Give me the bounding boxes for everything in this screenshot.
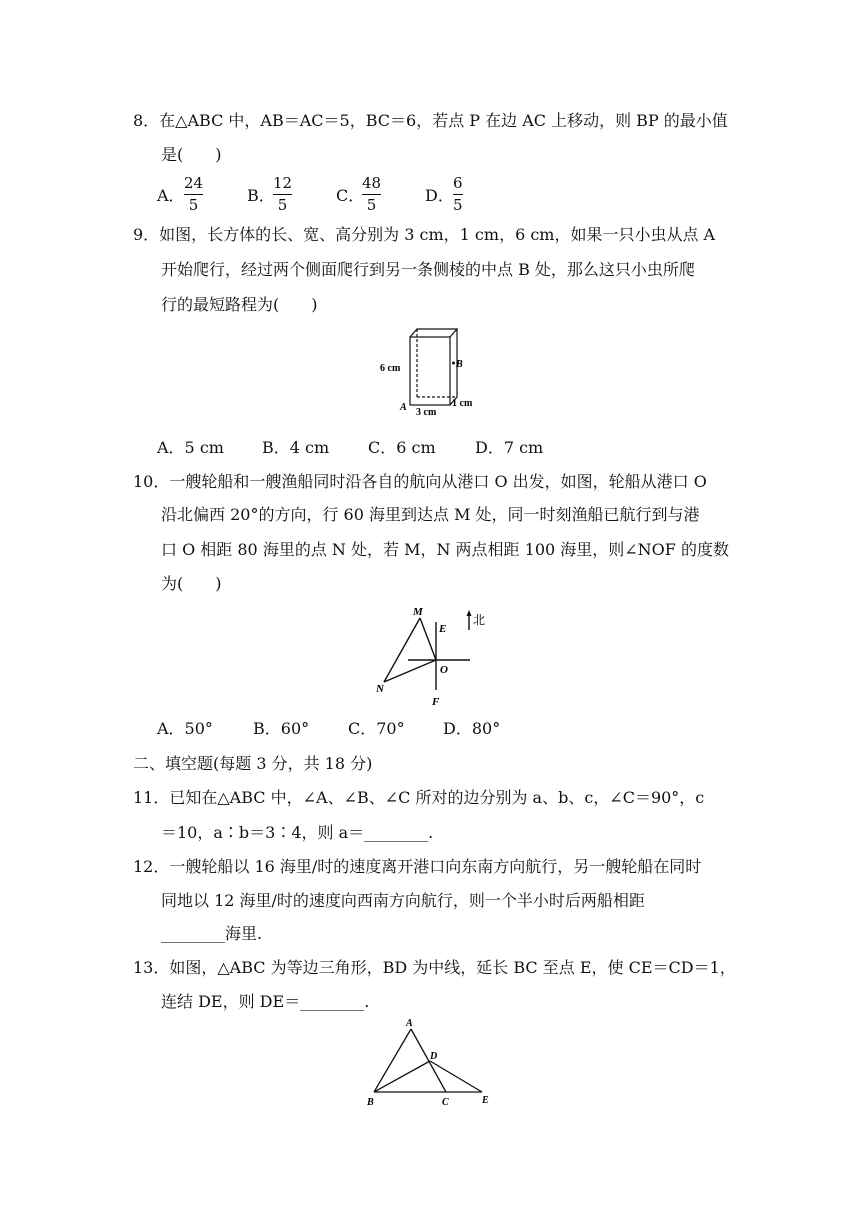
q13-triangle-figure [360,1014,500,1110]
q12-stem-line3: ________海里. [161,924,263,943]
q11-stem-line1: 11．已知在△ABC 中，∠A、∠B、∠C 所对的边分别为 a、b、c，∠C＝90°，c [133,788,705,807]
point-e-label: E [439,623,447,635]
segment-ac [411,1029,446,1092]
width-label: 1 cm [452,398,473,409]
point-c-label: C [442,1097,449,1108]
point-a-label: A [406,1018,413,1029]
segment-no [384,660,436,682]
q10-stem-line2: 沿北偏西 20°的方向，行 60 海里到达点 M 处，同一时刻渔船已航行到与港 [161,505,700,524]
q8-option-b-fraction [273,176,292,213]
point-o-label: O [440,664,448,676]
q10-navigation-figure [372,600,502,712]
q11-stem-line2: ＝10，a∶b＝3∶4，则 a＝________. [161,823,434,842]
q10-option-c: C．70° [348,719,405,738]
q8-option-c-letter: C． [336,186,365,205]
q8-option-b-letter: B． [247,186,275,205]
q9-stem-line2: 开始爬行，经过两个侧面爬行到另一条侧棱的中点 B 处，那么这只小虫所爬 [161,260,695,279]
section-heading: 二、填空题(每题 3 分，共 18 分) [133,754,373,773]
q8-option-a-denominator: 5 [188,196,199,214]
q8-stem-line1: 8．在△ABC 中，AB＝AC＝5，BC＝6，若点 P 在边 AC 上移动，则 BP 的最小值 [133,111,728,130]
point-b-marker [452,362,455,365]
q8-option-d-fraction [453,176,463,213]
q8-option-a-numerator: 24 [184,174,204,192]
point-n-label: N [376,683,384,695]
q9-stem-line1: 9．如图，长方体的长、宽、高分别为 3 cm，1 cm，6 cm，如果一只小虫从点 A [133,225,716,244]
q9-option-c: C．6 cm [368,438,436,457]
q10-option-b: B．60° [253,719,310,738]
q8-option-d-letter: D． [425,186,454,205]
q8-option-a-fraction [184,176,203,213]
q10-option-d: D．80° [443,719,501,738]
q12-stem-line1: 12．一艘轮船以 16 海里/时的速度离开港口向东南方向航行，另一艘轮船在同时 [133,857,702,876]
q10-option-a: A．50° [157,719,213,738]
point-m-label: M [413,606,423,618]
q8-stem-line2: 是( ) [161,145,222,164]
point-d-label: D [430,1051,438,1062]
q8-option-c-denominator: 5 [366,196,377,214]
height-label: 6 cm [380,363,401,374]
q9-stem-line3: 行的最短路程为( ) [161,295,318,314]
q9-option-a: A．5 cm [157,438,224,457]
q12-stem-line2: 同地以 12 海里/时的速度向西南方向航行，则一个半小时后两船相距 [161,891,645,910]
q9-option-b: B．4 cm [262,438,330,457]
point-a-label: A [400,402,407,413]
segment-om [420,618,436,660]
point-b-label: B [456,359,463,370]
q10-stem-line4: 为( ) [161,574,222,593]
q10-stem-line3: 口 O 相距 80 海里的点 N 处，若 M，N 两点相距 100 海里，则∠NOF 的度数 [161,540,729,559]
point-e-label: E [482,1095,489,1106]
length-label: 3 cm [416,407,437,418]
q9-option-d: D．7 cm [475,438,544,457]
north-label: 北 [473,613,486,627]
cuboid-front-face [410,337,450,405]
north-arrow-icon [467,610,472,616]
q13-stem-line2: 连结 DE，则 DE＝________. [161,992,370,1011]
q10-stem-line1: 10．一艘轮船和一艘渔船同时沿各自的航向从港口 O 出发，如图，轮船从港口 O [133,472,707,491]
segment-mn [384,618,420,682]
segment-ab [374,1029,411,1092]
q8-option-b-numerator: 12 [273,174,293,192]
q13-stem-line1: 13．如图，△ABC 为等边三角形，BD 为中线，延长 BC 至点 E，使 CE＝CD＝1， [133,958,736,977]
point-b-label: B [367,1097,374,1108]
q8-option-d-numerator: 6 [453,174,463,192]
q8-option-a-letter: A． [157,186,185,205]
point-f-label: F [432,696,440,708]
q8-option-c-fraction [362,176,381,213]
q9-cuboid-figure [376,322,486,422]
q8-option-c-numerator: 48 [362,174,382,192]
q8-option-d-denominator: 5 [453,196,463,214]
q8-option-b-denominator: 5 [277,196,288,214]
